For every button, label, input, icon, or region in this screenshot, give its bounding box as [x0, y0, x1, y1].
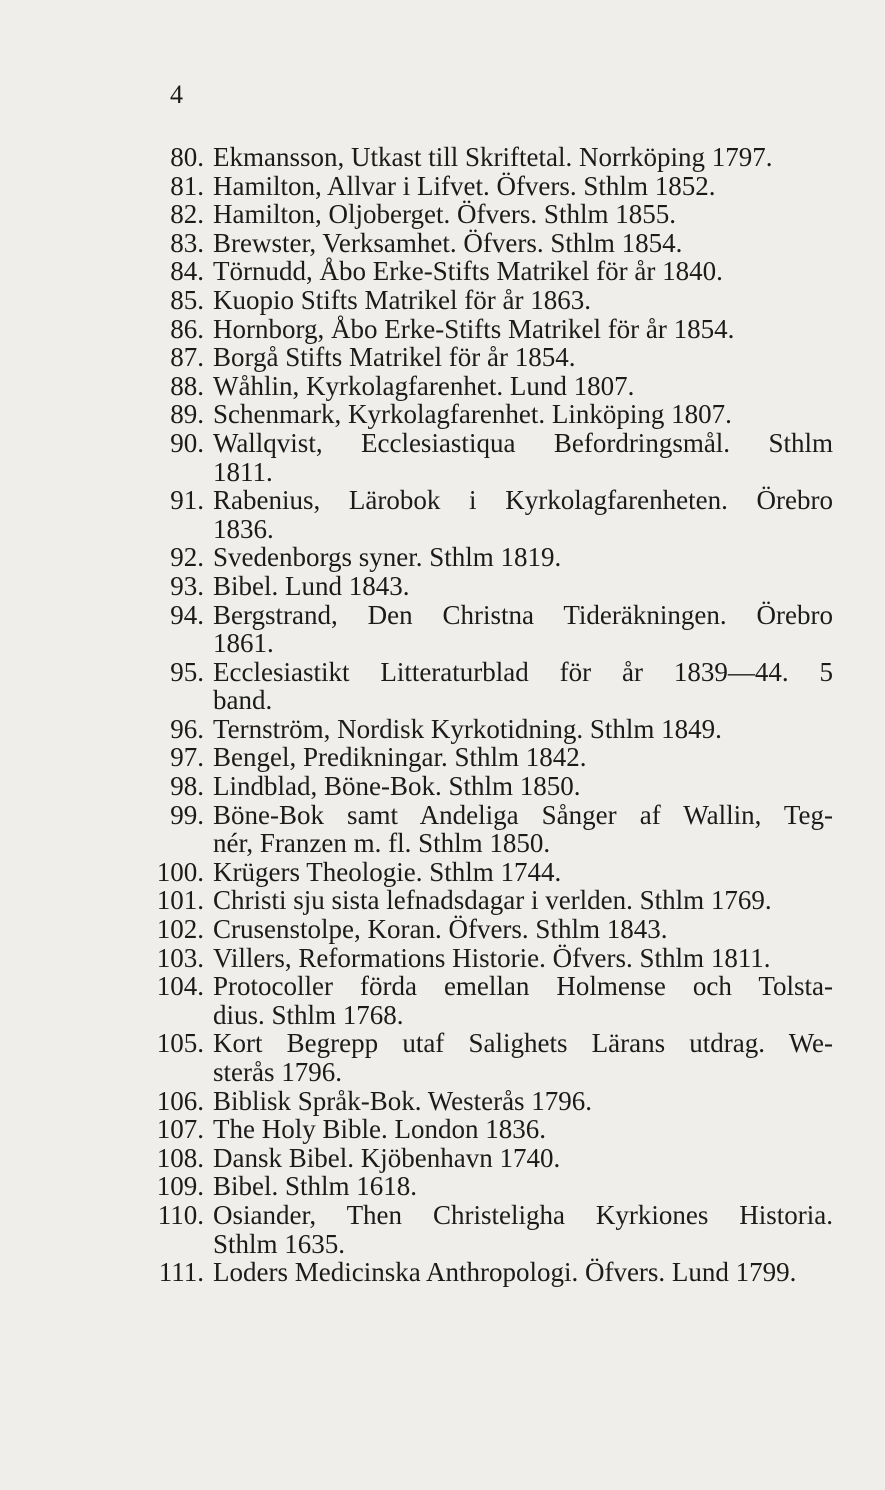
- entry-number: 99.: [170, 799, 204, 830]
- list-item: [0, 1029, 885, 1058]
- list-item: [0, 486, 885, 515]
- entry-text: Kort Begrepp utaf Salighets Lärans utdrag. We-: [213, 1028, 833, 1059]
- entry-text: Hamilton, Oljoberget. Öfvers. Sthlm 1855.: [213, 199, 676, 230]
- list-item: [0, 601, 885, 630]
- entry-text: sterås 1796.: [213, 1057, 342, 1087]
- list-item: [0, 400, 885, 429]
- entry-text: Kuopio Stifts Matrikel för år 1863.: [213, 284, 591, 315]
- list-item: [0, 172, 885, 201]
- list-item: [0, 915, 885, 944]
- list-item: [0, 429, 885, 458]
- entry-number: 93.: [170, 570, 204, 601]
- list-item: [0, 886, 885, 915]
- entry-number: 106.: [156, 1085, 204, 1116]
- list-item: [0, 572, 885, 601]
- entry-text: Sthlm 1635.: [213, 1228, 346, 1259]
- entry-text: Svedenborgs syner. Sthlm 1819.: [213, 542, 562, 573]
- entry-text: Lindblad, Böne-Bok. Sthlm 1850.: [213, 771, 581, 802]
- entry-number: 88.: [170, 370, 204, 401]
- list-item-continuation: [0, 829, 885, 858]
- entry-text: Wåhlin, Kyrkolagfarenhet. Lund 1807.: [213, 370, 635, 401]
- entry-number: 82.: [170, 199, 204, 230]
- list-item: [0, 143, 885, 172]
- list-item: [0, 372, 885, 401]
- entry-text: Ekmansson, Utkast till Skriftetal. Norrköping 1797.: [213, 142, 773, 172]
- list-item-continuation: [0, 629, 885, 658]
- entry-number: 92.: [170, 542, 204, 573]
- list-item-continuation: [0, 1001, 885, 1030]
- entry-text: nér, Franzen m. fl. Sthlm 1850.: [213, 828, 551, 859]
- page-number: 4: [170, 80, 183, 109]
- list-item: [0, 1144, 885, 1173]
- entry-number-spacer: [0, 686, 213, 715]
- list-item: [0, 200, 885, 229]
- entry-number: 87.: [170, 342, 204, 373]
- list-item: [0, 286, 885, 315]
- entry-number-spacer: [0, 515, 213, 544]
- list-item: [0, 1115, 885, 1144]
- entry-number: 110.: [157, 1199, 204, 1230]
- list-item: [0, 257, 885, 286]
- list-item: [0, 801, 885, 830]
- entry-number: 94.: [170, 599, 204, 630]
- list-item: [0, 743, 885, 772]
- list-item: [0, 658, 885, 687]
- list-item: [0, 315, 885, 344]
- entry-number: 85.: [170, 284, 204, 315]
- entry-text: Bengel, Predikningar. Sthlm 1842.: [213, 742, 587, 773]
- entry-text: Protocoller förda emellan Holmense och Tolsta-: [213, 971, 833, 1002]
- entry-number: 83.: [170, 227, 204, 258]
- entry-text: Bibel. Sthlm 1618.: [213, 1171, 418, 1202]
- entry-text: Villers, Reformations Historie. Öfvers. Sthlm 1811.: [213, 942, 771, 973]
- entry-text: Hornborg, Åbo Erke-Stifts Matrikel för år 1854.: [213, 313, 735, 344]
- list-item: [0, 1172, 885, 1201]
- list-item-continuation: [0, 515, 885, 544]
- entry-number: 96.: [170, 713, 204, 744]
- list-item: [0, 1087, 885, 1116]
- entry-number: 104.: [156, 971, 204, 1002]
- entry-text: Wallqvist, Ecclesiastiqua Befordringsmål. Sthlm: [213, 427, 833, 458]
- entry-text: Krügers Theologie. Sthlm 1744.: [213, 856, 562, 887]
- entry-text: Borgå Stifts Matrikel för år 1854.: [213, 342, 576, 373]
- entry-number: 101.: [156, 885, 204, 916]
- entry-text: Loders Medicinska Anthropologi. Öfvers. Lund 1799.: [213, 1257, 797, 1288]
- list-item: [0, 715, 885, 744]
- entry-text: Christi sju sista lefnadsdagar i verlden. Sthlm 1769.: [213, 885, 772, 916]
- entry-number: 90.: [170, 427, 204, 458]
- entry-number: 102.: [156, 914, 204, 945]
- list-item: [0, 944, 885, 973]
- entry-number: 84.: [170, 256, 204, 287]
- entry-text: Hamilton, Allvar i Lifvet. Öfvers. Sthlm 1852.: [213, 170, 716, 201]
- entry-number: 91.: [170, 485, 204, 516]
- entry-text: band.: [213, 685, 273, 716]
- entry-text: Schenmark, Kyrkolagfarenhet. Linköping 1807.: [213, 399, 732, 430]
- bibliography-list: [0, 143, 885, 1287]
- entry-text: Bibel. Lund 1843.: [213, 570, 410, 601]
- entry-text: 1811.: [213, 456, 273, 487]
- entry-number: 108.: [156, 1142, 204, 1173]
- list-item-continuation: [0, 1230, 885, 1259]
- entry-text: Dansk Bibel. Kjöbenhavn 1740.: [213, 1142, 561, 1173]
- entry-text: 1836.: [213, 513, 274, 544]
- entry-text: Ecclesiastikt Litteraturblad för år 1839—44. 5: [213, 656, 833, 687]
- list-item-continuation: [0, 458, 885, 487]
- list-item-continuation: [0, 686, 885, 715]
- list-item-continuation: [0, 1058, 885, 1087]
- entry-text: dius. Sthlm 1768.: [213, 999, 404, 1030]
- entry-text: Crusenstolpe, Koran. Öfvers. Sthlm 1843.: [213, 914, 668, 945]
- entry-number: 103.: [156, 942, 204, 973]
- entry-number: 109.: [156, 1171, 204, 1202]
- list-item: [0, 972, 885, 1001]
- entry-text: Biblisk Språk-Bok. Westerås 1796.: [213, 1085, 593, 1116]
- entry-number-spacer: [0, 1001, 213, 1030]
- entry-number: 98.: [170, 771, 204, 802]
- entry-text: Brewster, Verksamhet. Öfvers. Sthlm 1854.: [213, 227, 683, 258]
- entry-number: 89.: [170, 399, 204, 430]
- entry-number: 97.: [170, 742, 204, 773]
- entry-text: The Holy Bible. London 1836.: [213, 1114, 546, 1145]
- entry-number-spacer: [0, 1230, 213, 1259]
- entry-number: 111.: [158, 1257, 204, 1288]
- entry-text: Osiander, Then Christeligha Kyrkiones Historia.: [213, 1199, 833, 1230]
- list-item: [0, 1201, 885, 1230]
- entry-number: 100.: [156, 856, 204, 887]
- entry-number-spacer: [0, 1058, 213, 1087]
- entry-number: 95.: [170, 656, 204, 687]
- entry-number-spacer: [0, 629, 213, 658]
- entry-number: 86.: [170, 313, 204, 344]
- entry-number: 81.: [170, 170, 204, 201]
- entry-text: Törnudd, Åbo Erke-Stifts Matrikel för år 1840.: [213, 256, 723, 287]
- entry-number-spacer: [0, 458, 213, 487]
- entry-number-spacer: [0, 829, 213, 858]
- list-item: [0, 543, 885, 572]
- entry-number: 80.: [170, 142, 204, 172]
- entry-text: Rabenius, Lärobok i Kyrkolagfarenheten. Örebro: [213, 485, 833, 516]
- entry-number: 105.: [156, 1028, 204, 1059]
- entry-number: 107.: [156, 1114, 204, 1145]
- list-item: [0, 858, 885, 887]
- entry-text: Ternström, Nordisk Kyrkotidning. Sthlm 1849.: [213, 713, 722, 744]
- entry-text: Bergstrand, Den Christna Tideräkningen. Örebro: [213, 599, 833, 630]
- list-item: [0, 229, 885, 258]
- list-item: [0, 343, 885, 372]
- list-item: [0, 1258, 885, 1287]
- entry-text: 1861.: [213, 628, 274, 659]
- entry-text: Böne-Bok samt Andeliga Sånger af Wallin, Teg-: [213, 799, 833, 830]
- list-item: [0, 772, 885, 801]
